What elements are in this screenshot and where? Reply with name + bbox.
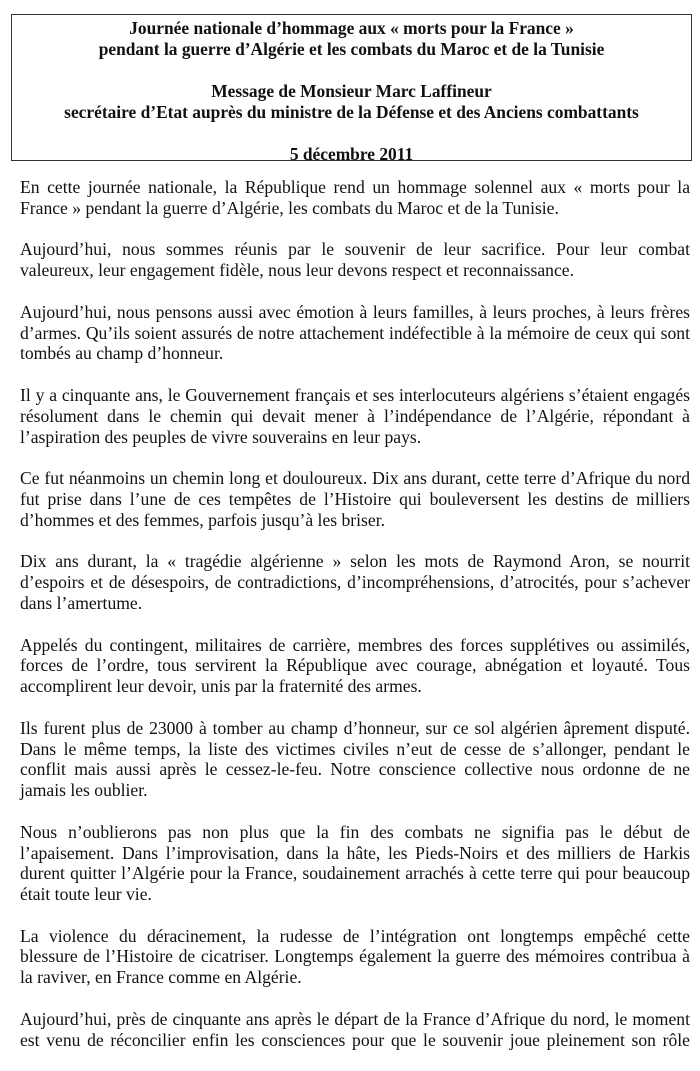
paragraph — [20, 926, 690, 988]
paragraph-line: l’apaisement. Dans l’improvisation, dans la hâte, les Pieds-Noirs et des milliers de Harkis — [20, 842, 690, 863]
paragraph-line: La violence du déracinement, la rudesse de l’intégration ont longtemps empêché cette — [20, 925, 690, 946]
paragraph — [20, 1009, 690, 1051]
paragraph-line: la raviver, en France comme en Algérie. — [20, 967, 302, 988]
paragraph-line: Nous n’oublierons pas non plus que la fin des combats ne signifia pas le début de — [20, 821, 690, 842]
paragraph-line: forces de l’ordre, tous servirent la République avec courage, abnégation et loyauté. Tous — [20, 655, 690, 676]
message-author-line-2: secrétaire d’Etat auprès du ministre de la Défense et des Anciens combattants — [64, 102, 639, 122]
paragraph-line: est venu de réconcilier enfin les consciences pour que le souvenir joue pleinement son rôle — [20, 1029, 690, 1050]
paragraph — [20, 551, 690, 613]
paragraph-line: blessure de l’Histoire de cicatriser. Longtemps également la guerre des mémoires contribua à — [20, 946, 690, 967]
paragraph-line: Il y a cinquante ans, le Gouvernement français et ses interlocuteurs algériens s’étaient engagés — [20, 384, 690, 405]
date-text: 5 décembre 2011 — [289, 144, 414, 164]
paragraph-line: France » pendant la guerre d’Algérie, les combats du Maroc et de la Tunisie. — [20, 197, 559, 218]
paragraph — [20, 302, 690, 364]
paragraph-line: l’aspiration des peuples de vivre souverains en leur pays. — [20, 426, 422, 447]
event-title-line-2: pendant la guerre d’Algérie et les combats du Maroc et de la Tunisie — [98, 39, 605, 59]
paragraph-line: Dix ans durant, la « tragédie algérienne » selon les mots de Raymond Aron, se nourrit — [20, 551, 690, 572]
paragraph — [20, 177, 690, 219]
paragraph-line: Aujourd’hui, nous sommes réunis par le souvenir de leur sacrifice. Pour leur combat — [20, 239, 690, 260]
event-title-line-1: Journée nationale d’hommage aux « morts pour la France » — [129, 18, 574, 38]
message-body — [20, 177, 690, 1071]
paragraph-line: Aujourd’hui, nous pensons aussi avec émotion à leurs familles, à leurs proches, à leurs frères — [20, 301, 690, 322]
paragraph-line: Dans le même temps, la liste des victimes civiles n’eut de cesse de s’allonger, pendant le — [20, 738, 690, 759]
paragraph-line: fut prise dans l’une de ces tempêtes de l’Histoire qui bouleversent les destins de milliers — [20, 488, 690, 509]
paragraph — [20, 635, 690, 697]
paragraph-line: d’hommes et des femmes, parfois jusqu’à les briser. — [20, 509, 385, 530]
paragraph-line: d’espoirs et de désespoirs, de contradictions, d’incompréhensions, d’atrocités, pour s’achever — [20, 572, 690, 593]
paragraph — [20, 718, 690, 801]
header-box — [11, 14, 692, 164]
paragraph — [20, 239, 690, 281]
paragraph-line: d’armes. Qu’ils soient assurés de notre attachement indéfectible à la mémoire de ceux qui sont — [20, 322, 690, 343]
paragraph-line: tombés au champ d’honneur. — [20, 343, 224, 364]
paragraph-line: résolument dans le chemin qui devait mener à l’indépendance de l’Algérie, répondant à — [20, 405, 690, 426]
paragraph-line: Appelés du contingent, militaires de carrière, membres des forces supplétives ou assimilés, — [20, 634, 690, 655]
paragraph — [20, 468, 690, 530]
message-date — [12, 144, 691, 165]
message-author — [12, 81, 691, 123]
paragraph-line: jamais les oublier. — [20, 780, 148, 801]
paragraph-line: Ils furent plus de 23000 à tomber au champ d’honneur, sur ce sol algérien âprement disputé. — [20, 717, 690, 738]
paragraph-line: était toute leur vie. — [20, 884, 152, 905]
paragraph-line: En cette journée nationale, la République rend un hommage solennel aux « morts pour la — [20, 177, 690, 197]
paragraph-line: Ce fut néanmoins un chemin long et douloureux. Dix ans durant, cette terre d’Afrique du nord — [20, 468, 690, 489]
event-title — [12, 18, 691, 60]
message-author-line-1: Message de Monsieur Marc Laffineur — [211, 81, 492, 101]
paragraph-line: conflit mais aussi après le cessez-le-feu. Notre conscience collective nous ordonne de ne — [20, 759, 690, 780]
paragraph-line: accomplirent leur devoir, unis par la fraternité des armes. — [20, 676, 422, 697]
paragraph-line: Aujourd’hui, près de cinquante ans après le départ de la France d’Afrique du nord, le moment — [20, 1008, 690, 1029]
paragraph — [20, 385, 690, 447]
paragraph-line: dans l’amertume. — [20, 592, 143, 613]
paragraph-line: valeureux, leur engagement fidèle, nous leur devons respect et reconnaissance. — [20, 260, 574, 281]
paragraph-line: durent quitter l’Algérie pour la France, soudainement arrachés à cette terre qui pour beaucoup — [20, 863, 690, 884]
paragraph — [20, 822, 690, 905]
